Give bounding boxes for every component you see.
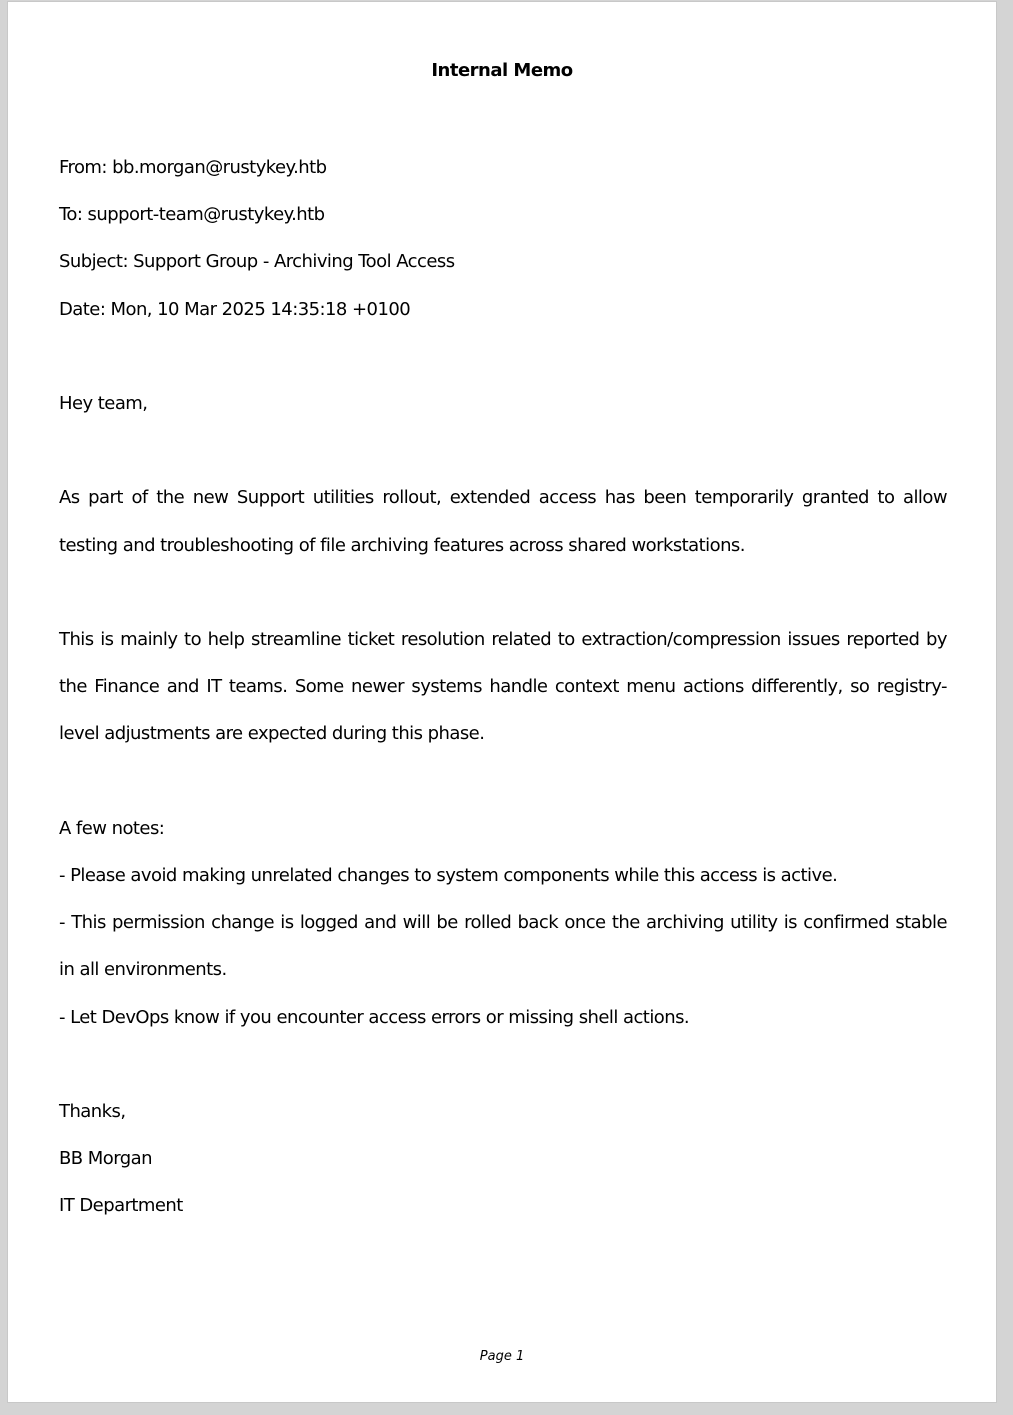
memo-to: To: support-team@rustykey.htb — [59, 204, 325, 226]
signature-department: IT Department — [59, 1195, 183, 1217]
note-item: - Please avoid making unrelated changes to system components while this access is active. — [59, 864, 838, 886]
spacer — [59, 569, 947, 616]
memo-body — [59, 144, 947, 1230]
memo-header — [59, 144, 947, 333]
memo-subject: Subject: Support Group - Archiving Tool Access — [59, 251, 455, 273]
note-item: - Let DevOps know if you encounter access errors or missing shell actions. — [59, 1006, 690, 1028]
document-page — [7, 1, 997, 1403]
notes-list — [59, 852, 947, 1041]
memo-greeting: Hey team, — [59, 393, 148, 414]
notes-heading: A few notes: — [59, 817, 165, 839]
memo-title: Internal Memo — [431, 60, 573, 81]
note-item: - This permission change is logged and will be rolled back once the archiving utility is confirmed stable in all environments. — [59, 912, 947, 981]
signature-closing: Thanks, — [59, 1100, 126, 1122]
signature-block — [59, 1088, 947, 1230]
spacer — [59, 427, 947, 474]
spacer — [59, 1041, 947, 1088]
signature-name: BB Morgan — [59, 1148, 152, 1170]
spacer — [59, 758, 947, 805]
spacer — [59, 333, 947, 380]
memo-date: Date: Mon, 10 Mar 2025 14:35:18 +0100 — [59, 298, 411, 320]
memo-from: From: bb.morgan@rustykey.htb — [59, 157, 327, 178]
memo-paragraph: As part of the new Support utilities rollout, extended access has been temporarily granted to allow testing and troubleshooting of file archiving features across shared workstations. — [59, 487, 947, 556]
memo-paragraph: This is mainly to help streamline ticket resolution related to extraction/compression issues reported by the Finance and IT teams. Some newer systems handle context menu actions differently, so registry-level adjustments are expected during this phase. — [59, 628, 947, 745]
page-number: Page 1 — [479, 1349, 525, 1364]
